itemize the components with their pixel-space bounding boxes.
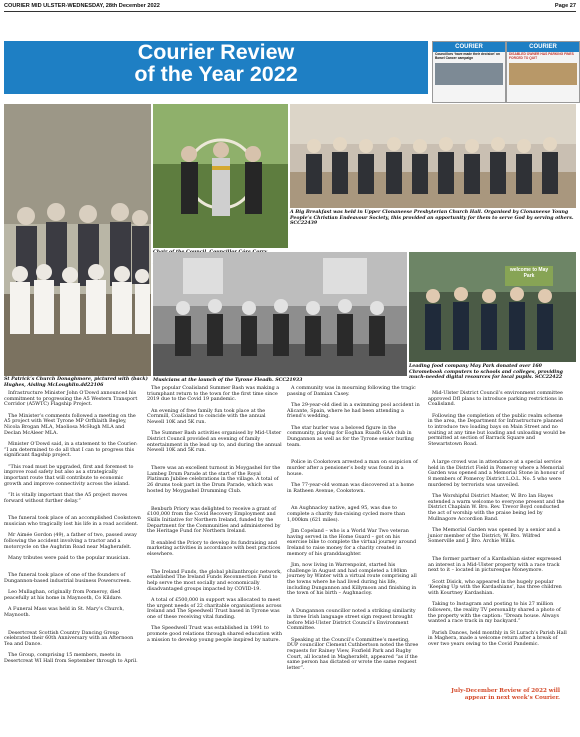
paragraph: Jim Copeland – who is a World War Two veteran having served in the Home Guard – got on his exercise bike to complete the virtual journey around Ireland to raise money for a charity created in memory of his granddaughter. xyxy=(287,527,417,557)
photo-big-breakfast xyxy=(290,104,576,208)
paragraph: Parish Dances, held monthly in St Lurach’s Parish Hall in Maghera, made a welcome return after a break of over two years owing to the Covid Pandemic. xyxy=(428,629,567,647)
promo-line-1: July-December Review of 2022 will xyxy=(451,688,560,694)
article-column-4 xyxy=(428,391,568,653)
thumbnail-headline: DISABLED OWNER HAS PARKING FINES FORCED TO QUIT xyxy=(509,52,574,60)
paragraph: Many tributes were paid to the popular musician. xyxy=(8,554,130,561)
paragraph: A total of £500,000 in support was allocated to meet the urgent needs of 22 charitable organisations across Ireland and The Speedwell Trust based in Tyrone was one of these receiving vital funding. xyxy=(147,596,282,621)
paragraph: Scott Disick, who appeared in the hugely popular ‘Keeping Up with the Kardashians’, has three children with Kourtney Kardashian. xyxy=(428,578,562,596)
page-title xyxy=(4,41,428,85)
paragraph: Minister O’Dowd said, in a statement to the Courier: “I am determined to do all that I can to progress this significant flagship project. xyxy=(4,440,138,459)
paragraph: The popular Coalisland Summer Bash was making a triumphant return to the town for the first time since 2019 due to the Covid 19 pandemic. xyxy=(147,385,280,403)
paragraph: Police in Cookstown arrested a man on suspicion of murder after a pensioner’s body was found in a house. xyxy=(287,459,418,477)
photo-may-park xyxy=(409,252,576,362)
front-page-thumbnail-2 xyxy=(506,41,580,103)
paragraph: The Speedwell Trust was established in 1991 to promote good relations through shared education with a mission to develop young people inspired by nature. xyxy=(147,625,282,643)
paragraph: The star hurler was a beloved figure in the community, playing for Eoghan Ruadh GAA club in Dungannon as well as for the Tyrone senior hurling team. xyxy=(287,424,414,448)
thumbnail-photo xyxy=(435,63,503,85)
front-page-thumbnail-1 xyxy=(432,41,506,103)
caption-school-children: St Patrick’s Church Donaghmore, pictured with (back) Hughes, Aisling McLoughlin.dd22106 xyxy=(4,377,148,388)
article-column-1 xyxy=(4,391,142,670)
thumbnail-headline: Councillors ‘have made their decision’ on Bowel Cancer campaign xyxy=(435,52,501,60)
paragraph: The Memorial Garden was opened by a senior and a junior member of the District; W. Bro. Wilfred Somerville and J. Bro. Archie Willis. xyxy=(428,526,561,545)
paragraph: The Summer Bash activities organised by Mid-Ulster District Council provided an evening of family entertainment in the lead up to, and during the annual Newell 10K and 5K run. xyxy=(147,430,282,454)
paragraph: Leo Mullaghan, originally from Pomeroy, died peacefully at his home in Maynooth, Co Kildare. xyxy=(4,589,123,602)
thumbnail-masthead: COURIER xyxy=(433,42,505,52)
title-line-2: of the Year 2022 xyxy=(134,62,298,86)
promo-line-2: appear in next week’s Courier. xyxy=(464,695,560,701)
paragraph: An evening of free family fun took place at the Cornmill, Coalisland to coincide with the annual Newell 10K and 5K run. xyxy=(147,407,266,426)
paragraph: Desertcreat Scottish Country Dancing Group celebrated their 60th Anniversary with an Afternoon Tea and Dance. xyxy=(4,629,134,648)
caption-may-park: Leading food company May Park donated over 160 Chromebook computers to schools and colleges, providing much-needed digital resources for local pupils. SCC22422 xyxy=(409,364,563,380)
paragraph: The 29-year-old died in a swimming pool accident in Alicante, Spain, where he had been attending a friend’s wedding. xyxy=(287,401,420,420)
paragraph: Speaking at the Council’s Committee’s meeting, DUP councillor Clement Cuthbertson noted the three requests for Rainey View, Foxfield Park and Rugby Court, all located in Magherafelt, appeared “as if the same person has dictated or wrote the same request letter”. xyxy=(287,636,419,672)
paragraph: The 77-year-old woman was discovered at a home in Ratheen Avenue, Cookstown. xyxy=(287,481,414,494)
paragraph: The Minister’s comments followed a meeting on the A5 project with West Tyrone MP Orfhlaith Begley, Nicola Brogan MLA, Maoliosa McHugh MLA and Declan McAleer MLA. xyxy=(4,412,136,436)
paragraph: “This road must be upgraded, first and foremost to improve road safety but also as a strategically important route that will contribute to economic growth and improve connectivity across the island. xyxy=(4,463,134,487)
photo-musicians xyxy=(153,252,407,376)
paragraph: Infrastructure Minister John O’Dowd announced his commitment to progressing the A5 Western Transport Corridor (A5WTC) Flagship Project. xyxy=(4,390,138,408)
paragraph: Jim, now living in Warrenpoint, started his challenge in August and had completed a 180km journey by Winter with a virtual route comprising all the towns where he had lived during his life, including Dungannon and Killymoon and finishing in the town of his birth – Aughnacloy. xyxy=(287,561,417,597)
photo-school-children xyxy=(4,104,151,376)
paragraph: The funeral took place of an accomplished Cookstown musician who tragically lost his life in a road accident. xyxy=(4,515,141,527)
paragraph: The funeral took place of one of the founders of Dungannon-based industrial business Powerscreen. xyxy=(4,572,132,585)
photo-council-chair xyxy=(153,104,288,248)
paragraph: There was an excellent turnout in Moygashel for the Lambeg Drum Parade at the start of the Royal Platinum Jubilee celebrations in the village. A total of 26 drums took part in the Drum Parade, which was hosted by Moygashel Drumming Club. xyxy=(147,465,281,494)
paragraph: The former partner of a Kardashian sister expressed an interest in a Mid-Ulster property with a race track next to it – located in picturesque Moneymore. xyxy=(428,555,562,574)
article-column-2 xyxy=(147,386,282,649)
paragraph: A community was in mourning following the tragic passing of Damian Casey. xyxy=(287,385,416,397)
paragraph: An Aughnacloy native, aged 95, was due to complete a charity fun-raising cycled more than 1,000km (621 miles). xyxy=(287,505,406,523)
caption-musicians: Musicians at the launch of the Tyrone Fleadh. SCC21933 xyxy=(153,378,303,383)
paragraph: “It is vitally important that the A5 project moves forward without further delay.” xyxy=(4,491,128,504)
paragraph: Benburb Priory was delighted to receive a grant of £100,000 from the Covid Recovery Employment and Skills Initiative for Northern Ireland, funded by the Department for the Communities and administered by the Heritage Fund for Northern Ireland. xyxy=(147,505,281,535)
paragraph: Following the completion of the public realm scheme in the area, the Department for Infrastructure planned to introduce two loading bays on Main Street and no waiting at any time but loading and unloading would be permitted at section of Barrack Square and Stewartstown Road. xyxy=(428,412,566,448)
paragraph: It enabled the Priory to develop its fundraising and marketing activities in accordance with best practices elsewhere. xyxy=(147,539,281,557)
next-week-promo xyxy=(442,688,560,702)
paragraph: A Funeral Mass was held in St. Mary’s Church, Maynooth. xyxy=(4,606,125,618)
paragraph: Mr Aimée Gordon (49), a father of two, passed away following the accident involving a tractor and a motorcycle on the Aughrim Road near Magherafelt. xyxy=(4,532,137,550)
title-line-1: Courier Review xyxy=(137,40,295,64)
paragraph: The Group, comprising 15 members, meets in Desertcreat WI Hall from September through to April. xyxy=(4,652,138,664)
thumbnail-photo xyxy=(509,63,577,85)
article-column-3 xyxy=(287,386,420,677)
paragraph: A Dungannon councillor noted a striking similarity in three Irish language street sign request brought before Mid-Ulster District Council’s Environment Committee. xyxy=(287,608,416,632)
page-number: Page 27 xyxy=(554,3,576,9)
paragraph: A large crowd was in attendance at a special service held in the District Field in Pomeroy where a Memorial Garden was opened and a Memorial Stone in honour of 8 members of Pomeroy District L.O.L. No. 5 who were murdered by terrorists was unveiled. xyxy=(428,458,565,488)
paragraph: The Worshipful District Master, W. Bro Ian Hayes extended a warm welcome to everyone present and the District Chaplain W. Bro. Rev. Trevor Boyd conducted the act of worship with the praise being led by Mullnagore Accordion Band. xyxy=(428,492,565,522)
header-rule xyxy=(4,11,576,12)
thumbnail-masthead: COURIER xyxy=(507,42,579,52)
paragraph: The Ireland Funds, the global philanthropic network, established The Ireland Funds Reconnection Fund to help serve the most socially and economically disadvantaged groups impacted by COVID-19. xyxy=(147,568,282,592)
paragraph: Taking to Instagram and posting to his 27 million followers, the reality TV personality shared a photo of the property with the caption: “Dream house. Always wanted a race track in my backyard.” xyxy=(428,601,561,625)
masthead-title: COURIER MID ULSTER-WEDNESDAY, 28th December 2022 xyxy=(4,3,160,9)
may-park-welcome-sign: welcome to May Park xyxy=(509,267,549,279)
paragraph: Mid-Ulster District Council’s environment committee approved DfI plans to introduce parking restrictions in Coalisland. xyxy=(428,390,563,408)
caption-big-breakfast: A Big Breakfast was held in Upper Clonaneese Presbyterian Church Hall. Organised by Clonaneese Young People’s Christian Endeavour Society, this provided an opportunity for them to serve God by serving others. SCC22439 xyxy=(290,210,574,226)
